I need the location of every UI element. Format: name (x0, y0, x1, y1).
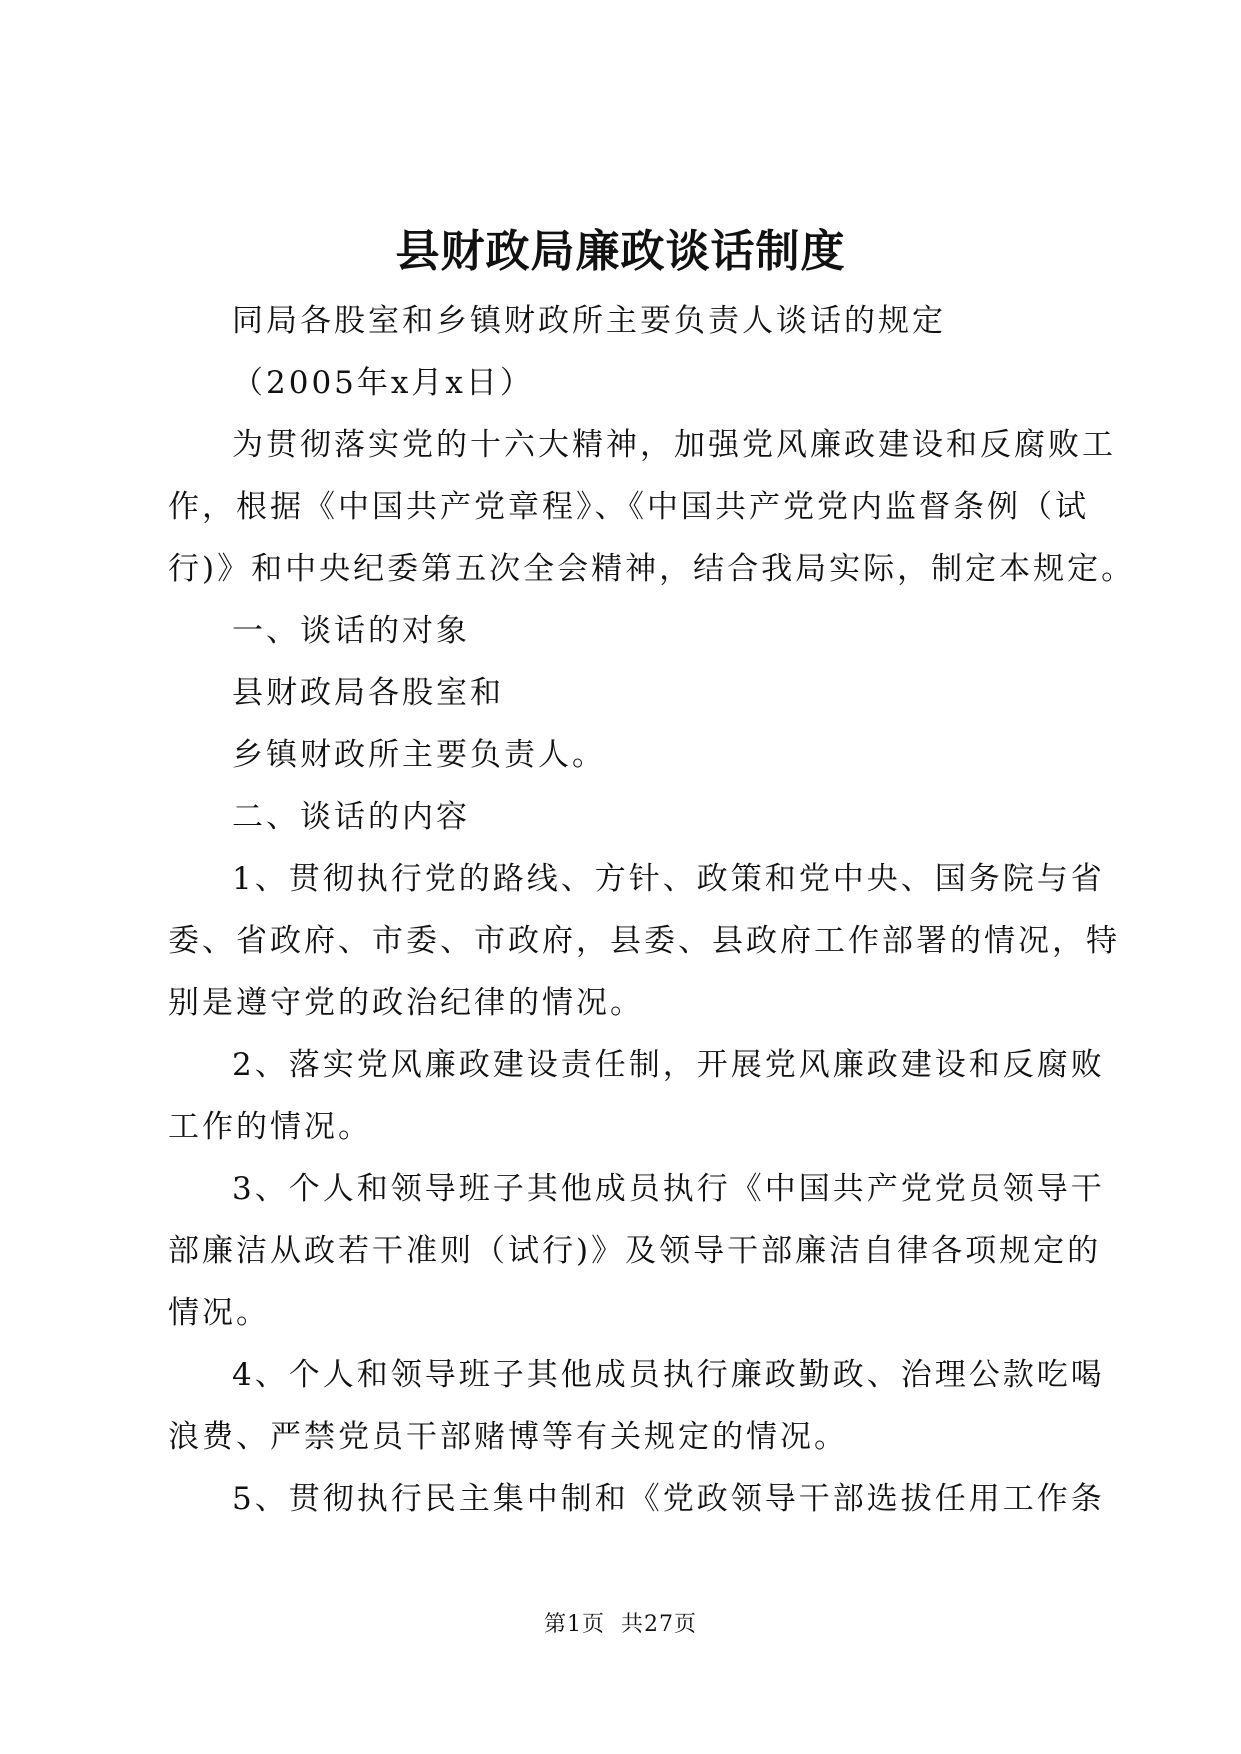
body-line (168, 1034, 1105, 1096)
body-line (168, 786, 1088, 848)
body-line (168, 1406, 1088, 1468)
line-text: 同局各股室和乡镇财政所主要负责人谈话的规定 (232, 303, 946, 339)
page-total: 共27页 (621, 1612, 697, 1637)
body-line (168, 1096, 1088, 1158)
body-line (168, 538, 1136, 600)
line-text: 工作的情况。 (168, 1109, 372, 1145)
line-text: 一、谈话的对象 (232, 613, 470, 649)
body-line (168, 724, 1088, 786)
line-text: 浪费、严禁党员干部赌博等有关规定的情况。 (168, 1419, 848, 1455)
line-text: 乡镇财政所主要负责人。 (232, 737, 606, 773)
body-line (168, 476, 1088, 538)
body-line (168, 848, 1105, 910)
body-line (168, 290, 1088, 352)
body-line (168, 910, 1120, 972)
line-text: 作，根据《中国共产党章程》、《中国共产党党内监督条例（试 (168, 489, 1089, 525)
body-line (168, 1468, 1105, 1530)
line-text: 5、贯彻执行民主集中制和《党政领导干部选拔任用工作条 (232, 1481, 1105, 1517)
body-line (168, 972, 1088, 1034)
line-text: 县财政局各股室和 (232, 675, 504, 711)
body-line (168, 662, 1088, 724)
body-line (168, 1158, 1105, 1220)
body-line (168, 1282, 1088, 1344)
body-line (168, 414, 1116, 476)
page-number: 第1页 (544, 1612, 605, 1637)
body-line (168, 352, 1088, 414)
line-text: 委、省政府、市委、市政府，县委、县政府工作部署的情况，特 (168, 923, 1120, 959)
body-line (168, 600, 1088, 662)
line-text: 别是遵守党的政治纪律的情况。 (168, 985, 644, 1021)
body-line (168, 1220, 1102, 1282)
page-footer (0, 1610, 1241, 1640)
line-text: 二、谈话的内容 (232, 799, 470, 835)
body-line (168, 1344, 1105, 1406)
line-text: 情况。 (168, 1295, 270, 1331)
line-text: 2、落实党风廉政建设责任制，开展党风廉政建设和反腐败 (232, 1047, 1105, 1083)
line-text: （2005年x月x日） (232, 365, 534, 401)
line-text: 为贯彻落实党的十六大精神，加强党风廉政建设和反腐败工 (232, 427, 1116, 463)
line-text: 行)》和中央纪委第五次全会精神，结合我局实际，制定本规定。 (168, 551, 1136, 587)
document-body (168, 290, 1136, 1530)
line-text: 3、个人和领导班子其他成员执行《中国共产党党员领导干 (232, 1171, 1105, 1207)
document-title: 县财政局廉政谈话制度 (395, 226, 846, 277)
line-text: 1、贯彻执行党的路线、方针、政策和党中央、国务院与省 (232, 861, 1105, 897)
line-text: 4、个人和领导班子其他成员执行廉政勤政、治理公款吃喝 (232, 1357, 1105, 1393)
line-text: 部廉洁从政若干准则（试行)》及领导干部廉洁自律各项规定的 (168, 1233, 1102, 1269)
